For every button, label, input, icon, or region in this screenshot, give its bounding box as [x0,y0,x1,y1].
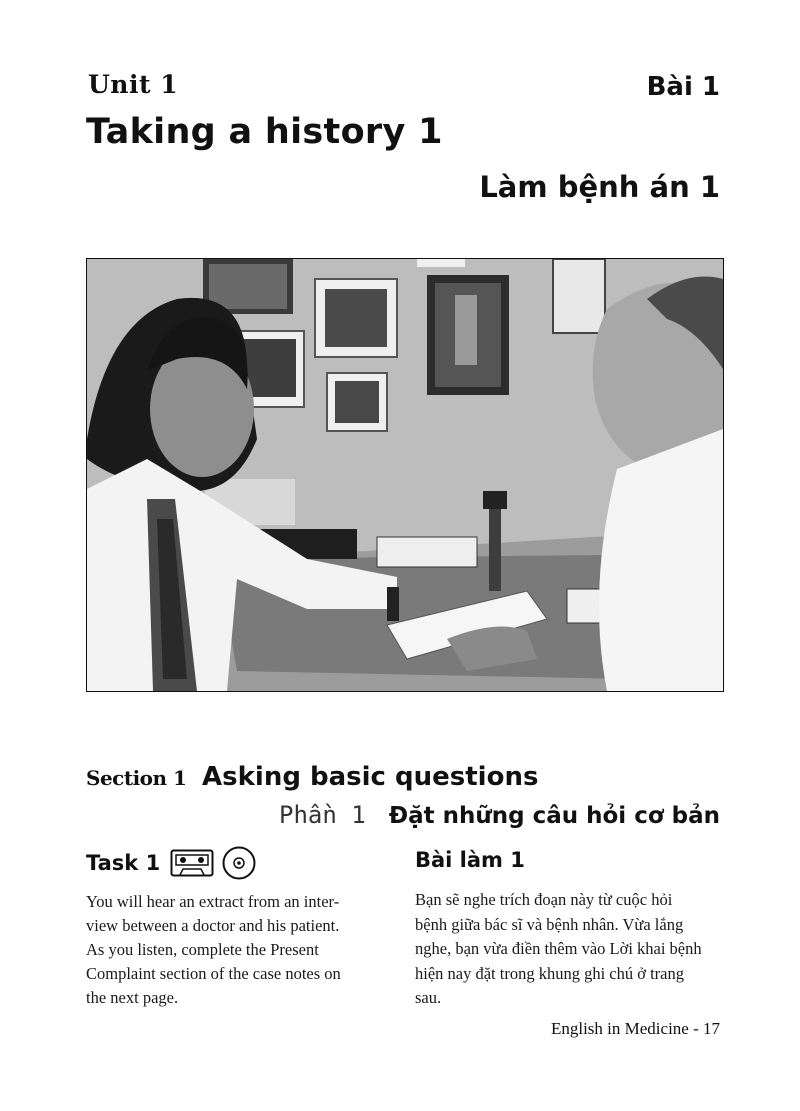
consultation-photo-illustration [87,259,723,691]
task-heading [86,846,256,880]
task-label-vietnamese: Bài làm 1 [415,848,525,872]
instruction-line-vietnamese: Bạn sẽ nghe trích đoạn này từ cuộc hỏi [415,890,673,909]
cassette-icon [170,849,214,877]
instruction-line-vietnamese: nghe, bạn vừa điền thêm vào Lời khai bệnh [415,939,702,958]
instruction-line: Complaint section of the case notes on [86,964,341,983]
instruction-line-vietnamese: sau. [415,988,442,1007]
section-number: Section 1 [86,766,187,790]
page-title-vietnamese: Làm bệnh án 1 [479,170,720,204]
instruction-line-vietnamese: bệnh giữa bác sĩ và bệnh nhân. Vừa lắng [415,914,684,934]
instruction-line: the next page. [86,988,179,1007]
instruction-line: You will hear an extract from an inter- [86,892,340,911]
section-heading-vietnamese [279,801,720,829]
section-title-vietnamese: Đặt những câu hỏi cơ bản [388,803,720,829]
instruction-line-vietnamese: hiện nay đặt trong khung ghi chú ở trang [415,963,685,983]
page-title: Taking a history 1 [86,112,443,152]
page-footer: English in Medicine - 17 [550,1019,720,1038]
instruction-line: As you listen, complete the Present [86,940,319,959]
task-label: Task 1 [86,851,161,875]
bai-label: Bài 1 [646,72,720,102]
consultation-photo [86,258,724,692]
task-instructions-vietnamese [415,888,727,1011]
instruction-line: view between a doctor and his patient. [86,916,340,935]
phan-number: Phần 1 [279,801,366,829]
task-instructions [86,890,396,1010]
section-heading [86,762,538,792]
unit-label: Unit 1 [88,70,179,99]
section-title: Asking basic questions [202,762,539,792]
cd-icon [222,846,256,880]
